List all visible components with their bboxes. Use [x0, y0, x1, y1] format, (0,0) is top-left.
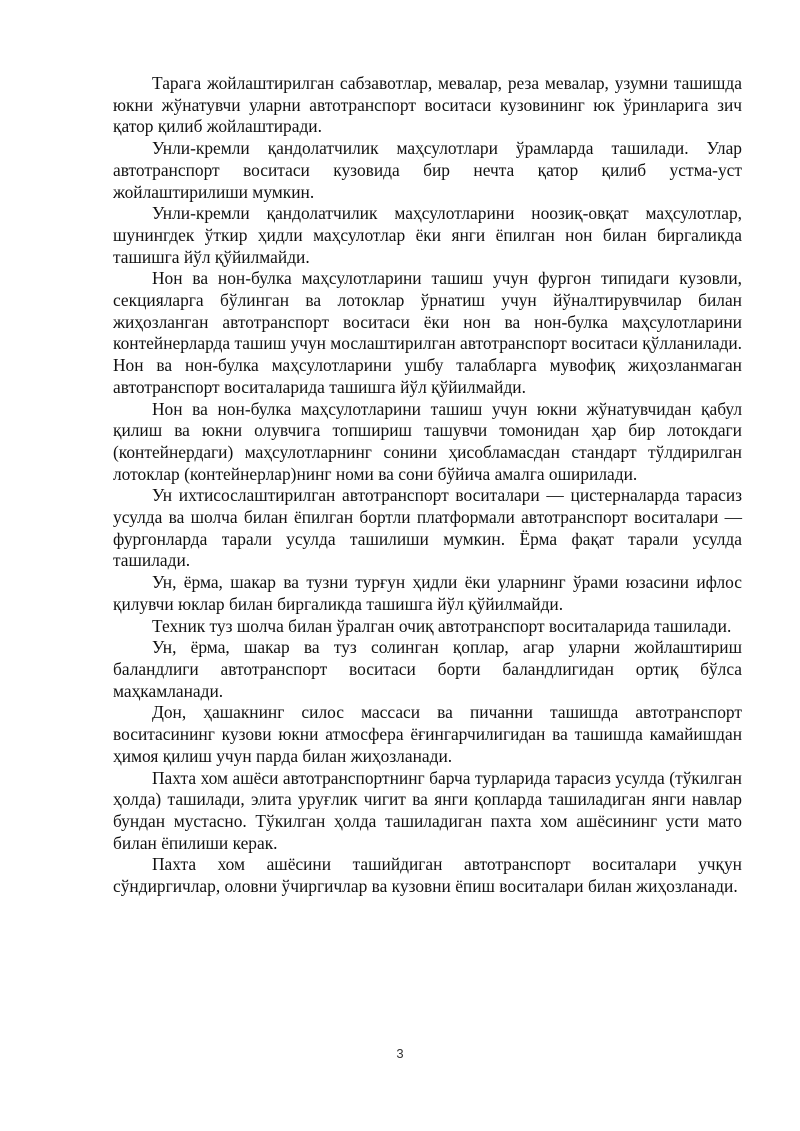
paragraph: Нон ва нон-булка маҳсулотларини ташиш учун фургон типидаги кузовли, секцияларга бўлинган ва лотоклар ўрнатиш учун йўналтирувчилар билан жиҳозланган автотранспорт воситаси ёки нон ва нон-булка маҳсулотларини контейнерларда ташиш учун мослаштирилган автотранспорт воситаси қўлланилади. Нон ва нон-булка маҳсулотларини ушбу талабларга мувофиқ жиҳозланмаган автотранспорт воситаларида ташишга йўл қўйилмайди.: [113, 268, 742, 397]
paragraph: Техник туз шолча билан ўралган очиқ автотранспорт воситаларида ташилади.: [152, 615, 732, 636]
paragraph: Унли-кремли қандолатчилик маҳсулотлари ўрамларда ташилади. Улар автотранспорт воситаси кузовида бир нечта қатор қилиб устма-уст жойлаштирилиши мумкин.: [113, 138, 742, 202]
page-number: 3: [396, 1046, 404, 1061]
paragraph: Дон, ҳашакнинг силос массаси ва пичанни ташишда автотранспорт воситасининг кузови юкни атмосфера ёғингарчилигидан ва ташишда камайишдан ҳимоя қилиш учун парда билан жиҳозланади.: [113, 702, 742, 766]
paragraph: Пахта хом ашёсини ташийдиган автотранспорт воситалари учқун сўндиргичлар, оловни ўчиргичлар ва кузовни ёпиш воситалари билан жиҳозланади.: [113, 854, 742, 897]
paragraph: Нон ва нон-булка маҳсулотларини ташиш учун юкни жўнатувчидан қабул қилиш ва юкни олувчига топшириш ташувчи томонидан ҳар бир лотокдаги (контейнердаги) маҳсулотларнинг сонини ҳисобламасдан стандарт тўлдирилган лотоклар (контейнерлар)нинг номи ва сони бўйича амалга оширилади.: [113, 398, 742, 484]
paragraph: Унли-кремли қандолатчилик маҳсулотларини ноозиқ-овқат маҳсулотлар, шунингдек ўткир ҳидли маҳсулотлар ёки янги ёпилган нон билан биргаликда ташишга йўл қўйилмайди.: [113, 203, 742, 267]
paragraph: Ун, ёрма, шакар ва туз солинган қоплар, агар уларни жойлаштириш баландлиги автотранспорт воситаси борти баландлигидан ортиқ бўлса маҳкамланади.: [113, 637, 742, 701]
document-body: [113, 73, 742, 898]
paragraph: Пахта хом ашёси автотранспортнинг барча турларида тарасиз усулда (тўкилган ҳолда) ташилади, элита уруғлик чигит ва янги қопларда ташиладиган янги навлар бундан мустасно. Тўкилган ҳолда ташиладиган пахта хом ашёсининг усти мато билан ёпилиши керак.: [113, 767, 742, 853]
paragraph: Ун, ёрма, шакар ва тузни турғун ҳидли ёки уларнинг ўрами юзасини ифлос қилувчи юклар билан биргаликда ташишга йўл қўйилмайди.: [113, 572, 742, 614]
paragraph: Тарага жойлаштирилган сабзавотлар, мевалар, реза мевалар, узумни ташишда юкни жўнатувчи уларни автотранспорт воситаси кузовининг юк ўринларига зич қатор қилиб жойлаштиради.: [113, 73, 742, 137]
paragraph: Ун ихтисослаштирилган автотранспорт воситалари — цистерналарда тарасиз усулда ва шолча билан ёпилган бортли платформали автотранспорт воситалари — фургонларда тарали усулда ташилиши мумкин. Ёрма фақат тарали усулда ташилади.: [113, 485, 742, 571]
